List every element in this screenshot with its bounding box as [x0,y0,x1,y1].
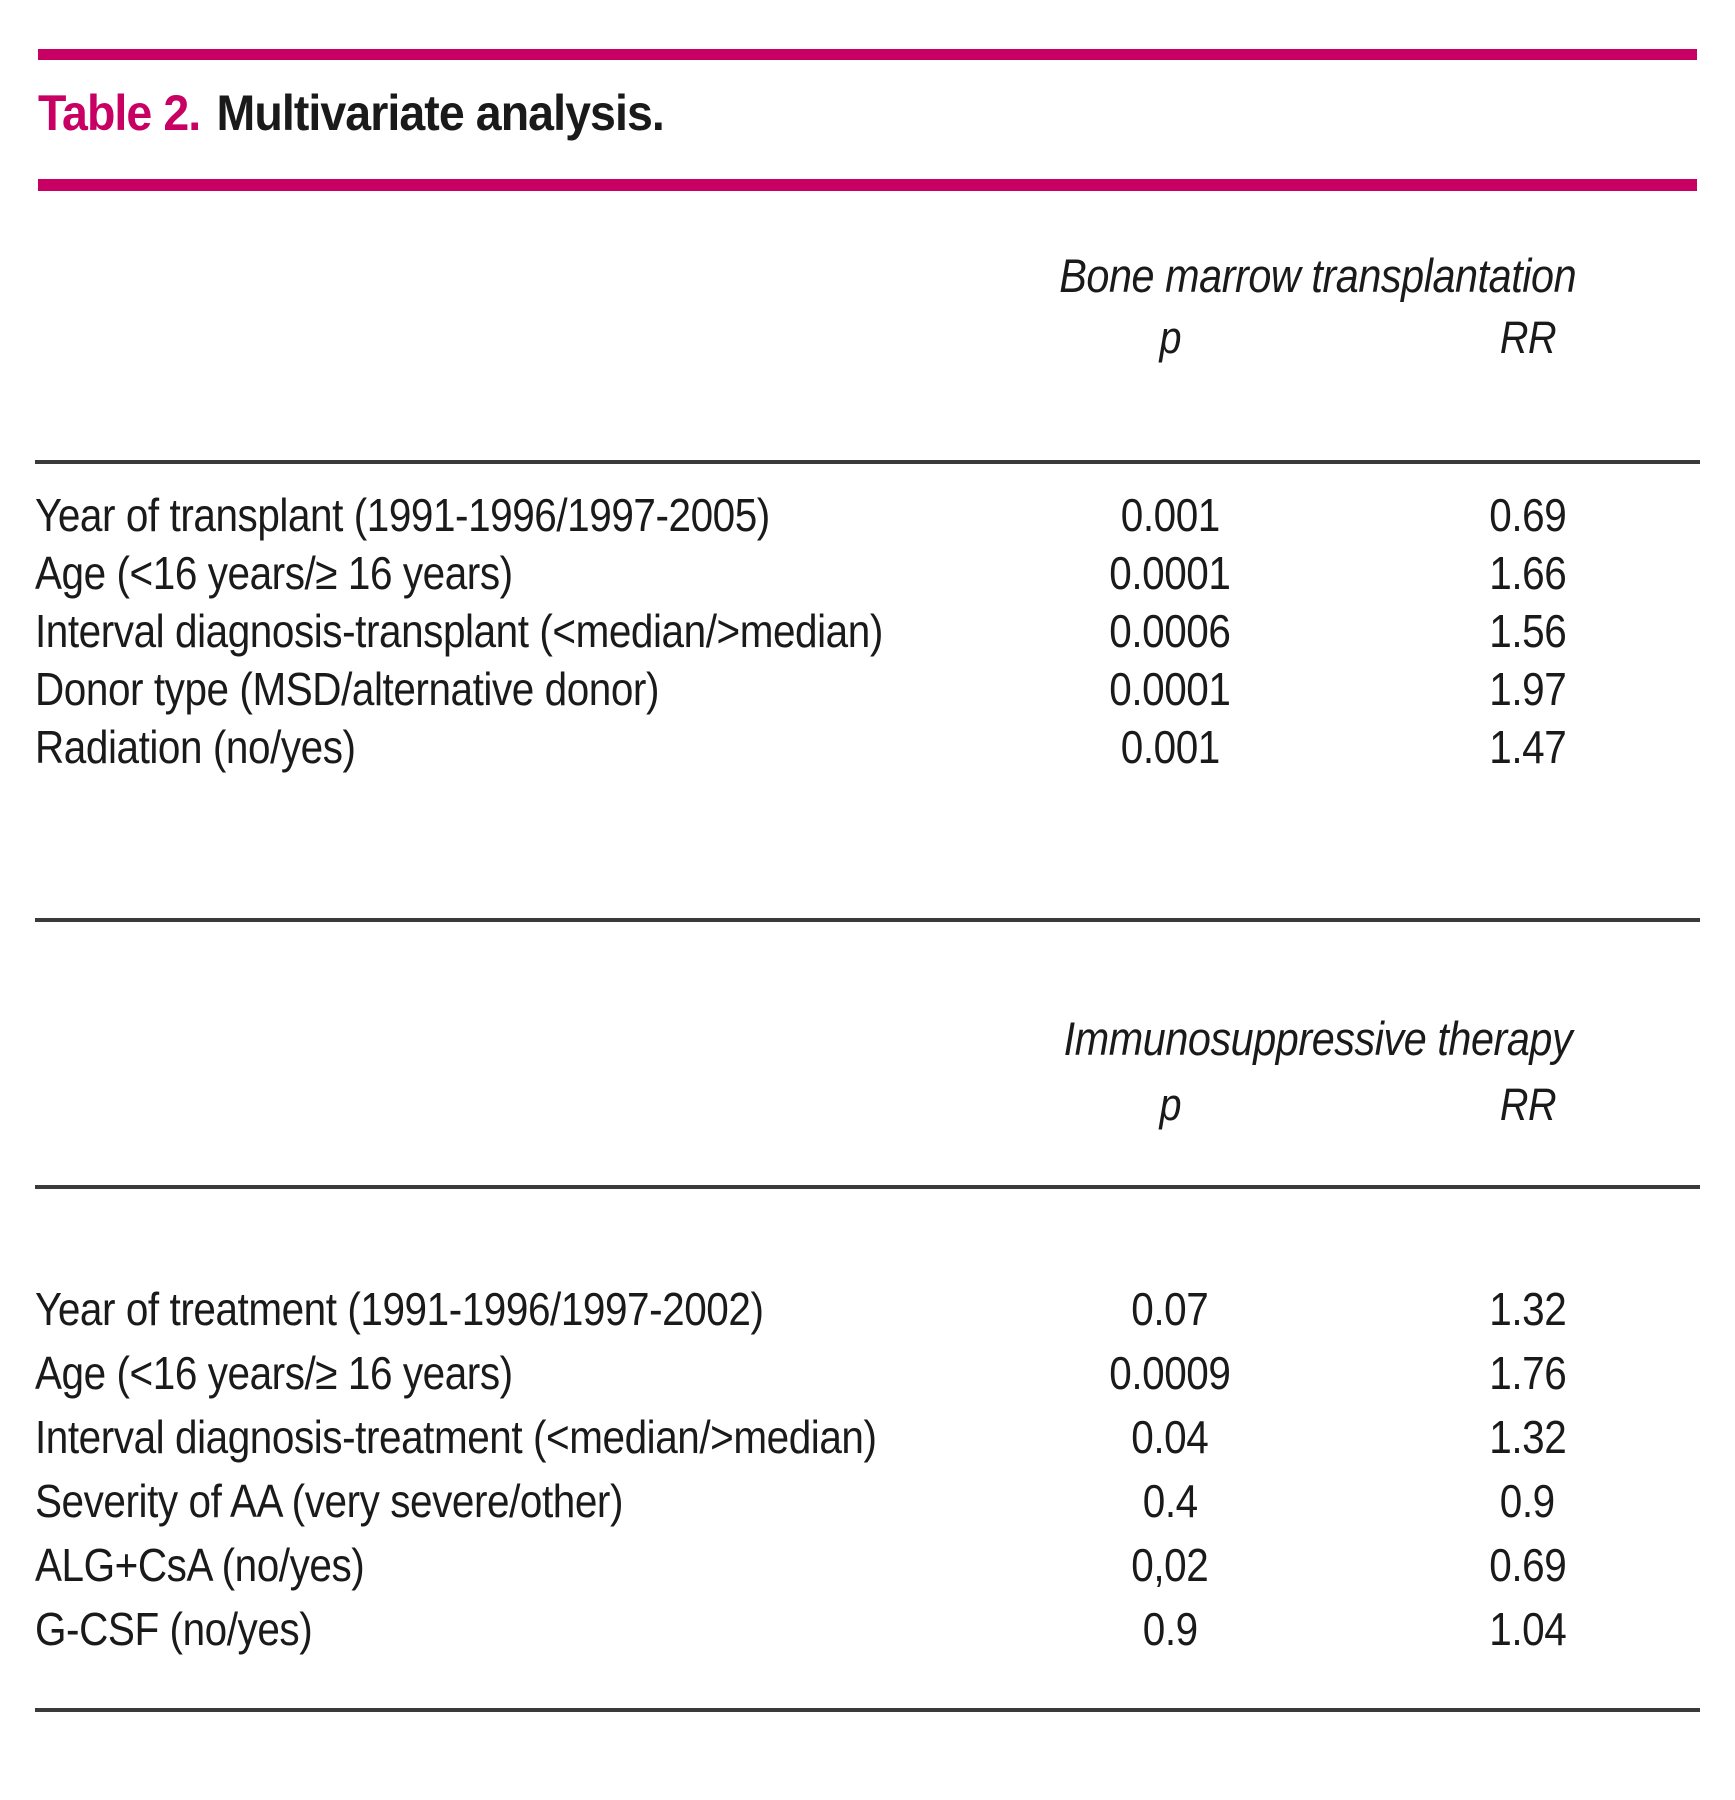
section-2-header [960,1008,1675,1070]
p-value: 0,02 [1131,1539,1209,1591]
rr-value: 0.69 [1488,1539,1567,1591]
rr-value: 1.97 [1488,663,1567,715]
table-row [35,1405,1700,1469]
rr-value: 1.47 [1488,721,1567,773]
table-row [35,602,1700,660]
p-value: 0.0001 [1109,663,1231,715]
p-value: 0.4 [1142,1475,1198,1527]
row-label: Age (<16 years/≥ 16 years) [35,1347,513,1399]
table-row [35,1597,1700,1661]
table-row [35,1533,1700,1597]
row-label: Interval diagnosis-treatment (<median/>median) [35,1411,877,1463]
rr-value: 1.66 [1488,547,1567,599]
row-label: Severity of AA (very severe/other) [35,1475,623,1527]
rr-value: 1.56 [1488,605,1567,657]
table-number: Table 2. [38,85,201,141]
row-label: G-CSF (no/yes) [35,1603,313,1655]
row-label: Year of treatment (1991-1996/1997-2002) [35,1283,764,1335]
rule-under-section-1-header [35,460,1700,464]
rr-value: 0.9 [1500,1475,1555,1527]
row-label: Donor type (MSD/alternative donor) [35,663,660,715]
row-label: Year of transplant (1991-1996/1997-2005) [35,489,770,541]
section-1-column-headers [35,307,1700,369]
rr-value: 1.32 [1488,1411,1567,1463]
rule-between-sections [35,918,1700,922]
row-label: Age (<16 years/≥ 16 years) [35,547,513,599]
section-1-header [960,245,1675,307]
table-row [35,1341,1700,1405]
section-2-header-text: Immunosuppressive therapy [1063,1012,1572,1065]
p-value: 0.0001 [1109,547,1231,599]
table-row [35,660,1700,718]
rr-value: 0.69 [1488,489,1567,541]
rr-value: 1.76 [1488,1347,1567,1399]
p-value: 0.04 [1131,1411,1209,1463]
p-value: 0.0006 [1109,605,1231,657]
table-title [38,84,711,142]
section-2-col-p: p [1159,1079,1181,1130]
section-1-col-p: p [1159,312,1181,363]
table-row [35,486,1700,544]
table-row [35,1277,1700,1341]
section-1-rows [35,486,1700,776]
p-value: 0.07 [1131,1283,1209,1335]
row-label: ALG+CsA (no/yes) [35,1539,365,1591]
p-value: 0.0009 [1109,1347,1231,1399]
row-label: Interval diagnosis-transplant (<median/>median) [35,605,883,657]
section-1-header-text: Bone marrow transplantation [1059,249,1576,302]
bottom-rule [35,1708,1700,1712]
rr-value: 1.32 [1488,1283,1567,1335]
section-1-col-rr: RR [1499,312,1556,363]
p-value: 0.9 [1142,1603,1198,1655]
rule-under-section-2-header [35,1185,1700,1189]
row-label: Radiation (no/yes) [35,721,356,773]
table-row [35,718,1700,776]
section-2-col-rr: RR [1499,1079,1556,1130]
rr-value: 1.04 [1488,1603,1567,1655]
p-value: 0.001 [1120,721,1220,773]
table-row [35,544,1700,602]
table-row [35,1469,1700,1533]
section-2-column-headers [35,1074,1700,1136]
section-2-rows [35,1277,1700,1661]
top-accent-bar [38,49,1697,60]
title-underline-accent-bar [38,179,1697,191]
p-value: 0.001 [1120,489,1220,541]
table-caption: Multivariate analysis. [216,85,664,141]
